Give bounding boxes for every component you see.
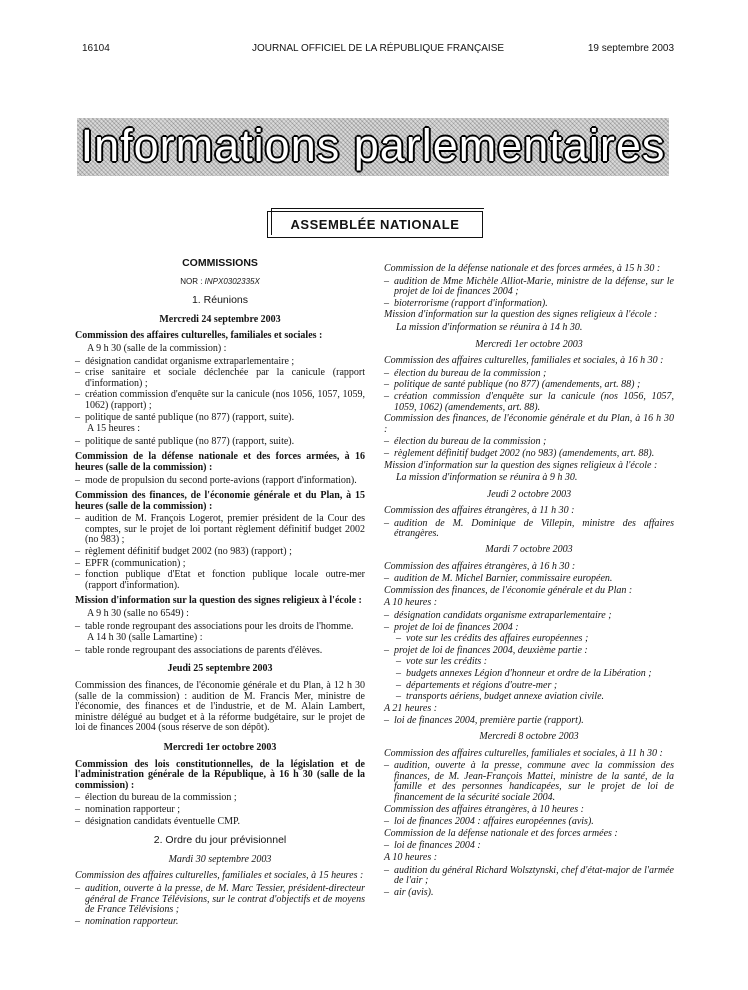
commissions-heading: COMMISSIONS [182,257,258,269]
left-column [75,258,365,928]
agenda-subitem: – budgets annexes Légion d'honneur et ordre de la Libération ; [396,668,652,679]
nor-code: INPX0302335X [204,276,260,286]
agenda-subitem: – vote sur les crédits des affaires européennes ; [396,633,589,645]
issue-date: 19 septembre 2003 [587,43,674,54]
nor-label: NOR : [180,276,203,286]
agenda-item: – fonction publique d'Etat et fonction publique locale outre-mer (rapport d'information). [75,569,365,591]
agenda-item: – table ronde regroupant des associations pour les droits de l'homme. [75,620,354,632]
agenda-item: – nomination rapporteur ; [75,803,180,815]
agenda-item: – audition de M. Dominique de Villepin, ministre des affaires étrangères. [384,517,674,540]
journal-title: JOURNAL OFFICIEL DE LA RÉPUBLIQUE FRANÇAISE [251,43,505,54]
agenda-item: – nomination rapporteur. [75,915,179,927]
agenda-item: – loi de finances 2004 : [384,840,481,852]
mission-title: Mission d'information sur la question des signes religieux à l'école : [384,309,658,321]
commission-title: Commission des affaires étrangères, à 16 h 30 : [384,560,576,572]
agenda-item: – EPFR (communication) ; [75,557,186,569]
agenda-item: – désignation candidat organisme extraparlementaire ; [75,355,295,367]
agenda-item: – mode de propulsion du second porte-avions (rapport d'information). [75,474,357,486]
provisional-agenda-block [75,871,365,927]
mission-note: La mission d'information se réunira à 14 h 30. [396,321,583,333]
agenda-subitem: – transports aériens, budget annexe aviation civile. [396,691,605,703]
agenda-item: – politique de santé publique (no 877) (rapport, suite). [75,435,295,447]
commission-title: Commission de la défense nationale et des forces armées, à 16 heures (salle de la commission) : [75,451,365,473]
agenda-item: – audition de M. François Logerot, premier président de la Cour des comptes, sur le projet de loi portant règlement définitif budget 2002 (no 983) ; [75,513,365,546]
agenda-item: – élection du bureau de la commission ; [75,792,237,804]
commission-entry: Commission des finances, de l'économie générale et du Plan, à 12 h 30 (salle de la commission) : audition de M. Francis Mer, ministre de l'économie, des finances et de l'industrie, et de M. Alain Lambert, ministre délégué au budget et à la réforme budgétaire, sur le projet de loi de finances 2004 (sous réserve de son dépôt). [75,680,365,734]
commission-title: Commission des affaires culturelles, familiales et sociales, à 16 h 30 : [384,355,664,367]
agenda-item: – audition, ouverte à la presse, commune avec la commission des finances, de M. Jean-François Mattei, ministre de la santé, de la famille et des personnes handicapées, sur le projet de loi de financement de la sécurité sociale 2004. [384,760,674,803]
agenda-subitem: – départements et régions d'outre-mer ; [396,679,558,691]
day-heading: Mercredi 1er octobre 2003 [475,338,583,350]
right-column [384,264,674,899]
agenda-item: – audition de M. Michel Barnier, commissaire européen. [384,573,613,585]
agenda-item: – création commission d'enquête sur la canicule (nos 1056, 1057, 1059, 1062) (rapport) ; [75,389,365,411]
session-time: A 10 heures : [384,597,438,609]
section-banner [77,118,669,176]
section-ordre-du-jour: 2. Ordre du jour prévisionnel [153,834,287,847]
agenda-item: – politique de santé publique (no 877) (rapport, suite). [75,411,295,423]
agenda-item: – règlement définitif budget 2002 (no 983) (amendements, art. 88). [384,447,655,459]
agenda-item: – politique de santé publique (no 877) (amendements, art. 88) ; [384,379,641,391]
agenda-item: – élection du bureau de la commission ; [384,367,547,379]
agenda-item: – loi de finances 2004, première partie (rapport). [384,715,584,727]
agenda-item: – air (avis). [384,886,434,898]
chamber-box [267,211,483,238]
day-heading: Mardi 7 octobre 2003 [485,544,573,556]
agenda-item: – bioterrorisme (rapport d'information). [384,297,548,309]
day-heading: Mercredi 1er octobre 2003 [163,741,277,753]
agenda-subitem: – vote sur les crédits : [396,656,488,668]
session-time: A 14 h 30 (salle Lamartine) : [87,632,203,644]
agenda-item: – élection du bureau de la commission ; [384,436,547,448]
session-time: A 9 h 30 (salle de la commission) : [87,342,227,354]
day-heading: Jeudi 25 septembre 2003 [167,663,273,675]
day-heading: Mercredi 24 septembre 2003 [159,313,281,325]
agenda-item: – audition du général Richard Wolsztynski, chef d'état-major de l'armée de l'air ; [384,864,674,887]
agenda-item: – création commission d'enquête sur la canicule (nos 1056, 1057, 1059, 1062) (amendements, art. 88). [384,390,674,413]
session-time: A 15 heures : [87,423,141,435]
nor-reference [75,277,365,288]
session-time: A 9 h 30 (salle no 6549) : [87,608,189,620]
page-number: 16104 [82,43,110,54]
agenda-item: – désignation candidats organisme extraparlementaire ; [384,610,612,622]
day-heading: Mardi 30 septembre 2003 [168,853,272,865]
commission-title: Commission des finances, de l'économie générale et du Plan, à 16 h 30 : [384,413,674,435]
agenda-item: – règlement définitif budget 2002 (no 983) (rapport) ; [75,546,292,558]
commission-title: Commission des finances, de l'économie générale et du Plan, à 15 heures (salle de la commission) : [75,490,365,512]
agenda-item: – désignation candidats éventuelle CMP. [75,815,240,827]
commission-title: Commission des affaires étrangères, à 11 h 30 : [384,505,575,517]
commission-title: Commission des finances, de l'économie générale et du Plan : [384,584,633,596]
agenda-item: – table ronde regroupant des associations de parents d'élèves. [75,644,323,656]
day-heading: Jeudi 2 octobre 2003 [486,488,572,500]
agenda-item: – loi de finances 2004 : affaires européennes (avis). [384,816,594,828]
commission-title: Commission des affaires culturelles, familiales et sociales, à 15 heures : [75,870,364,882]
agenda-item: – projet de loi de finances 2004 : [384,621,519,633]
commission-title: Commission des affaires culturelles, familiales et sociales : [75,330,323,342]
commission-title: Commission de la défense nationale et des forces armées, à 15 h 30 : [384,263,661,274]
session-time: A 10 heures : [384,851,438,863]
mission-note: La mission d'information se réunira à 9 h 30. [396,472,578,484]
session-time: A 21 heures : [384,702,438,714]
chamber-title: ASSEMBLÉE NATIONALE [290,217,460,232]
mission-title: Mission d'information sur la question des signes religieux à l'école : [384,459,658,471]
commission-title: Commission des affaires culturelles, familiales et sociales, à 11 h 30 : [384,747,663,759]
agenda-item: – crise sanitaire et sociale déclenchée par la canicule (rapport d'information) ; [75,367,365,389]
agenda-item: – projet de loi de finances 2004, deuxième partie : [384,644,588,656]
section-reunions: 1. Réunions [191,294,249,307]
commission-title: Commission des affaires étrangères, à 10 heures : [384,803,584,815]
commission-title: Commission des lois constitutionnelles, de la législation et de l'administration générale de la République, à 16 h 30 (salle de la commission) : [75,758,365,791]
commission-title: Commission de la défense nationale et des forces armées : [384,827,618,839]
page-header [82,43,674,57]
agenda-item: – audition, ouverte à la presse, de M. Marc Tessier, président-directeur général de France Télévisions, sur le contrat d'objectifs et de moyens de France Télévisions ; [75,882,365,916]
agenda-item: – audition de Mme Michèle Alliot-Marie, ministre de la défense, sur le projet de loi de finances 2004 ; [384,275,674,298]
day-heading: Mercredi 8 octobre 2003 [479,730,579,742]
mission-title: Mission d'information sur la question des signes religieux à l'école : [75,595,362,607]
banner-title: Informations parlementaires [80,120,666,171]
